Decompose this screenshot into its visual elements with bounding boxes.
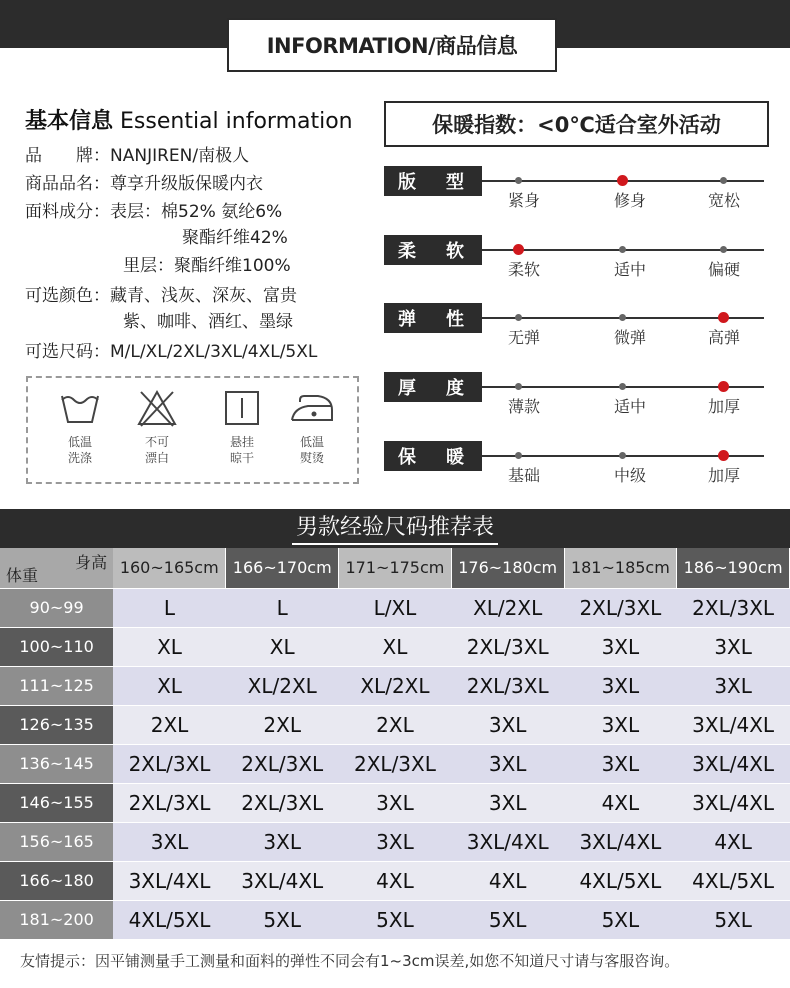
size-cell: 2XL/3XL xyxy=(451,666,564,705)
care-label-bleach-1: 不可 xyxy=(144,435,169,449)
weight-cell: 136~145 xyxy=(0,744,113,783)
size-cell: XL xyxy=(113,666,226,705)
size-table xyxy=(0,548,790,939)
rating-dot xyxy=(515,314,522,321)
weight-cell: 146~155 xyxy=(0,783,113,822)
table-row xyxy=(0,900,790,939)
size-cell: 4XL/5XL xyxy=(564,861,677,900)
height-header: 166~170cm xyxy=(226,548,339,588)
rating-label xyxy=(384,166,482,196)
rating-option: 适中 xyxy=(614,260,647,279)
rating-option: 加厚 xyxy=(708,466,741,485)
rating-option: 中级 xyxy=(614,466,647,485)
table-row xyxy=(0,744,790,783)
size-cell: 2XL/3XL xyxy=(226,783,339,822)
basic-info-heading xyxy=(25,104,353,135)
rating-label-char: 厚 xyxy=(398,378,416,399)
size-cell: 5XL xyxy=(451,900,564,939)
size-cell: 3XL xyxy=(339,783,452,822)
weight-cell: 90~99 xyxy=(0,588,113,627)
weight-cell: 181~200 xyxy=(0,900,113,939)
table-corner xyxy=(0,548,113,588)
size-cell: 3XL xyxy=(451,744,564,783)
rating-dot xyxy=(619,452,626,459)
care-label-wash-2: 洗涤 xyxy=(67,451,92,465)
rating-option: 紧身 xyxy=(508,191,541,210)
low-temp-wash-icon xyxy=(58,388,102,428)
size-cell: 3XL/4XL xyxy=(226,861,339,900)
basic-info-heading-en: Essential information xyxy=(120,109,353,134)
hang-dry-icon xyxy=(220,388,264,428)
info-sizes: 可选尺码：M/L/XL/2XL/3XL/4XL/5XL xyxy=(25,342,318,362)
size-table-title: 男款经验尺码推荐表 xyxy=(292,513,498,545)
size-cell: 4XL xyxy=(451,861,564,900)
size-cell: 4XL/5XL xyxy=(677,861,790,900)
rating-label-char: 版 xyxy=(398,172,416,193)
rating-label-char: 软 xyxy=(446,241,464,262)
rating-dot xyxy=(619,383,626,390)
rating-dot xyxy=(515,177,522,184)
rating-option: 高弹 xyxy=(708,328,741,347)
info-fabric-inner: 里层：聚酯纤维100% xyxy=(123,256,291,276)
rating-dot-selected xyxy=(718,450,729,461)
table-row xyxy=(0,666,790,705)
table-row xyxy=(0,783,790,822)
rating-label-char: 弹 xyxy=(398,309,416,330)
rating-dot-selected xyxy=(718,381,729,392)
size-cell: 3XL xyxy=(677,627,790,666)
height-header: 181~185cm xyxy=(564,548,677,588)
care-label-dry-2: 晾干 xyxy=(229,451,254,465)
size-table-header-row xyxy=(0,548,790,588)
care-item-iron xyxy=(282,388,342,466)
size-cell: 3XL xyxy=(564,705,677,744)
size-cell: 2XL/3XL xyxy=(451,627,564,666)
rating-label-char: 型 xyxy=(446,172,464,193)
size-cell: XL xyxy=(226,627,339,666)
rating-dot xyxy=(515,452,522,459)
rating-option: 适中 xyxy=(614,397,647,416)
rating-label-char: 性 xyxy=(446,309,464,330)
size-cell: 4XL/5XL xyxy=(113,900,226,939)
size-cell: 5XL xyxy=(677,900,790,939)
info-fabric-outer: 面料成分：表层：棉52% 氨纶6% xyxy=(25,202,283,222)
size-cell: XL/2XL xyxy=(226,666,339,705)
weight-cell: 156~165 xyxy=(0,822,113,861)
height-header: 160~165cm xyxy=(113,548,226,588)
size-cell: 3XL xyxy=(564,744,677,783)
rating-label xyxy=(384,441,482,471)
low-temp-iron-icon xyxy=(288,388,336,428)
size-cell: 2XL/3XL xyxy=(113,744,226,783)
info-product-name: 商品品名：尊享升级版保暖内衣 xyxy=(25,174,263,194)
info-colors-2: 紫、咖啡、酒红、墨绿 xyxy=(123,312,293,332)
table-row xyxy=(0,705,790,744)
care-item-dry xyxy=(212,388,272,466)
corner-height-label: 身高 xyxy=(75,553,108,572)
rating-label-char: 暖 xyxy=(446,447,464,468)
rating-option: 基础 xyxy=(508,466,541,485)
size-cell: 3XL xyxy=(564,666,677,705)
rating-dot xyxy=(720,246,727,253)
corner-weight-label: 体重 xyxy=(6,565,39,585)
height-header: 171~175cm xyxy=(339,548,452,588)
info-brand: 品 牌：NANJIREN/南极人 xyxy=(25,146,250,166)
rating-label-char: 度 xyxy=(446,378,464,399)
info-fabric-outer-2: 聚酯纤维42% xyxy=(182,228,288,248)
size-cell: 3XL xyxy=(451,705,564,744)
size-cell: 5XL xyxy=(226,900,339,939)
care-instructions xyxy=(26,376,359,484)
size-cell: 3XL xyxy=(564,627,677,666)
footer-note: 友情提示：因平铺测量手工测量和面料的弹性不同会有1~3cm误差,如您不知道尺寸请与客服咨询。 xyxy=(20,952,680,970)
size-cell: 2XL/3XL xyxy=(677,588,790,627)
table-row xyxy=(0,861,790,900)
rating-label xyxy=(384,372,482,402)
care-item-bleach xyxy=(127,388,187,466)
height-header: 176~180cm xyxy=(451,548,564,588)
rating-row xyxy=(384,166,770,210)
size-cell: XL xyxy=(113,627,226,666)
weight-cell: 100~110 xyxy=(0,627,113,666)
rating-label-char: 保 xyxy=(398,447,416,468)
size-cell: 3XL/4XL xyxy=(451,822,564,861)
rating-option: 宽松 xyxy=(708,191,741,210)
rating-label xyxy=(384,303,482,333)
rating-row xyxy=(384,235,770,279)
size-cell: 3XL/4XL xyxy=(677,783,790,822)
rating-option: 微弹 xyxy=(614,328,647,347)
rating-row xyxy=(384,372,770,416)
care-label-iron-2: 熨烫 xyxy=(299,451,324,465)
size-cell: XL/2XL xyxy=(451,588,564,627)
rating-row xyxy=(384,441,770,485)
size-cell: 3XL/4XL xyxy=(113,861,226,900)
size-table-header-bar xyxy=(0,509,790,548)
size-cell: XL xyxy=(339,627,452,666)
care-item-wash xyxy=(50,388,110,466)
size-cell: 3XL xyxy=(113,822,226,861)
size-cell: 4XL xyxy=(564,783,677,822)
no-bleach-icon xyxy=(135,388,179,428)
size-cell: L/XL xyxy=(339,588,452,627)
size-cell: L xyxy=(226,588,339,627)
care-label-wash-1: 低温 xyxy=(67,435,92,449)
height-header: 186~190cm xyxy=(677,548,790,588)
size-cell: 4XL xyxy=(677,822,790,861)
rating-label xyxy=(384,235,482,265)
rating-option: 加厚 xyxy=(708,397,741,416)
rating-dot-selected xyxy=(513,244,524,255)
weight-cell: 126~135 xyxy=(0,705,113,744)
rating-option: 无弹 xyxy=(508,328,541,347)
table-row xyxy=(0,822,790,861)
size-cell: L xyxy=(113,588,226,627)
size-cell: 4XL xyxy=(339,861,452,900)
rating-dot xyxy=(720,177,727,184)
care-label-dry-1: 悬挂 xyxy=(229,435,254,449)
size-cell: 2XL xyxy=(113,705,226,744)
size-cell: 3XL/4XL xyxy=(677,744,790,783)
size-cell: 2XL/3XL xyxy=(564,588,677,627)
size-cell: 5XL xyxy=(564,900,677,939)
rating-option: 偏硬 xyxy=(708,260,741,279)
table-row xyxy=(0,588,790,627)
rating-row xyxy=(384,303,770,347)
size-cell: XL/2XL xyxy=(339,666,452,705)
size-cell: 2XL/3XL xyxy=(226,744,339,783)
table-row xyxy=(0,627,790,666)
rating-dot xyxy=(515,383,522,390)
size-cell: 2XL xyxy=(339,705,452,744)
care-label-bleach-2: 漂白 xyxy=(144,451,169,465)
rating-option: 修身 xyxy=(614,191,647,210)
size-cell: 3XL/4XL xyxy=(564,822,677,861)
care-label-iron-1: 低温 xyxy=(299,435,324,449)
rating-dot-selected xyxy=(617,175,628,186)
page-title: INFORMATION/商品信息 xyxy=(227,18,557,72)
size-cell: 3XL xyxy=(339,822,452,861)
rating-label-char: 柔 xyxy=(398,241,416,262)
rating-option: 薄款 xyxy=(508,397,541,416)
rating-option: 柔软 xyxy=(508,260,541,279)
warmth-index: 保暖指数：<0℃适合室外活动 xyxy=(384,101,769,147)
size-cell: 3XL xyxy=(677,666,790,705)
weight-cell: 166~180 xyxy=(0,861,113,900)
weight-cell: 111~125 xyxy=(0,666,113,705)
rating-dot xyxy=(619,314,626,321)
size-cell: 2XL xyxy=(226,705,339,744)
basic-info-heading-cn: 基本信息 xyxy=(25,109,114,134)
info-colors: 可选颜色：藏青、浅灰、深灰、富贵 xyxy=(25,286,297,306)
size-cell: 5XL xyxy=(339,900,452,939)
rating-dot-selected xyxy=(718,312,729,323)
size-cell: 3XL xyxy=(226,822,339,861)
size-cell: 2XL/3XL xyxy=(113,783,226,822)
rating-dot xyxy=(619,246,626,253)
size-cell: 3XL xyxy=(451,783,564,822)
size-cell: 3XL/4XL xyxy=(677,705,790,744)
size-cell: 2XL/3XL xyxy=(339,744,452,783)
